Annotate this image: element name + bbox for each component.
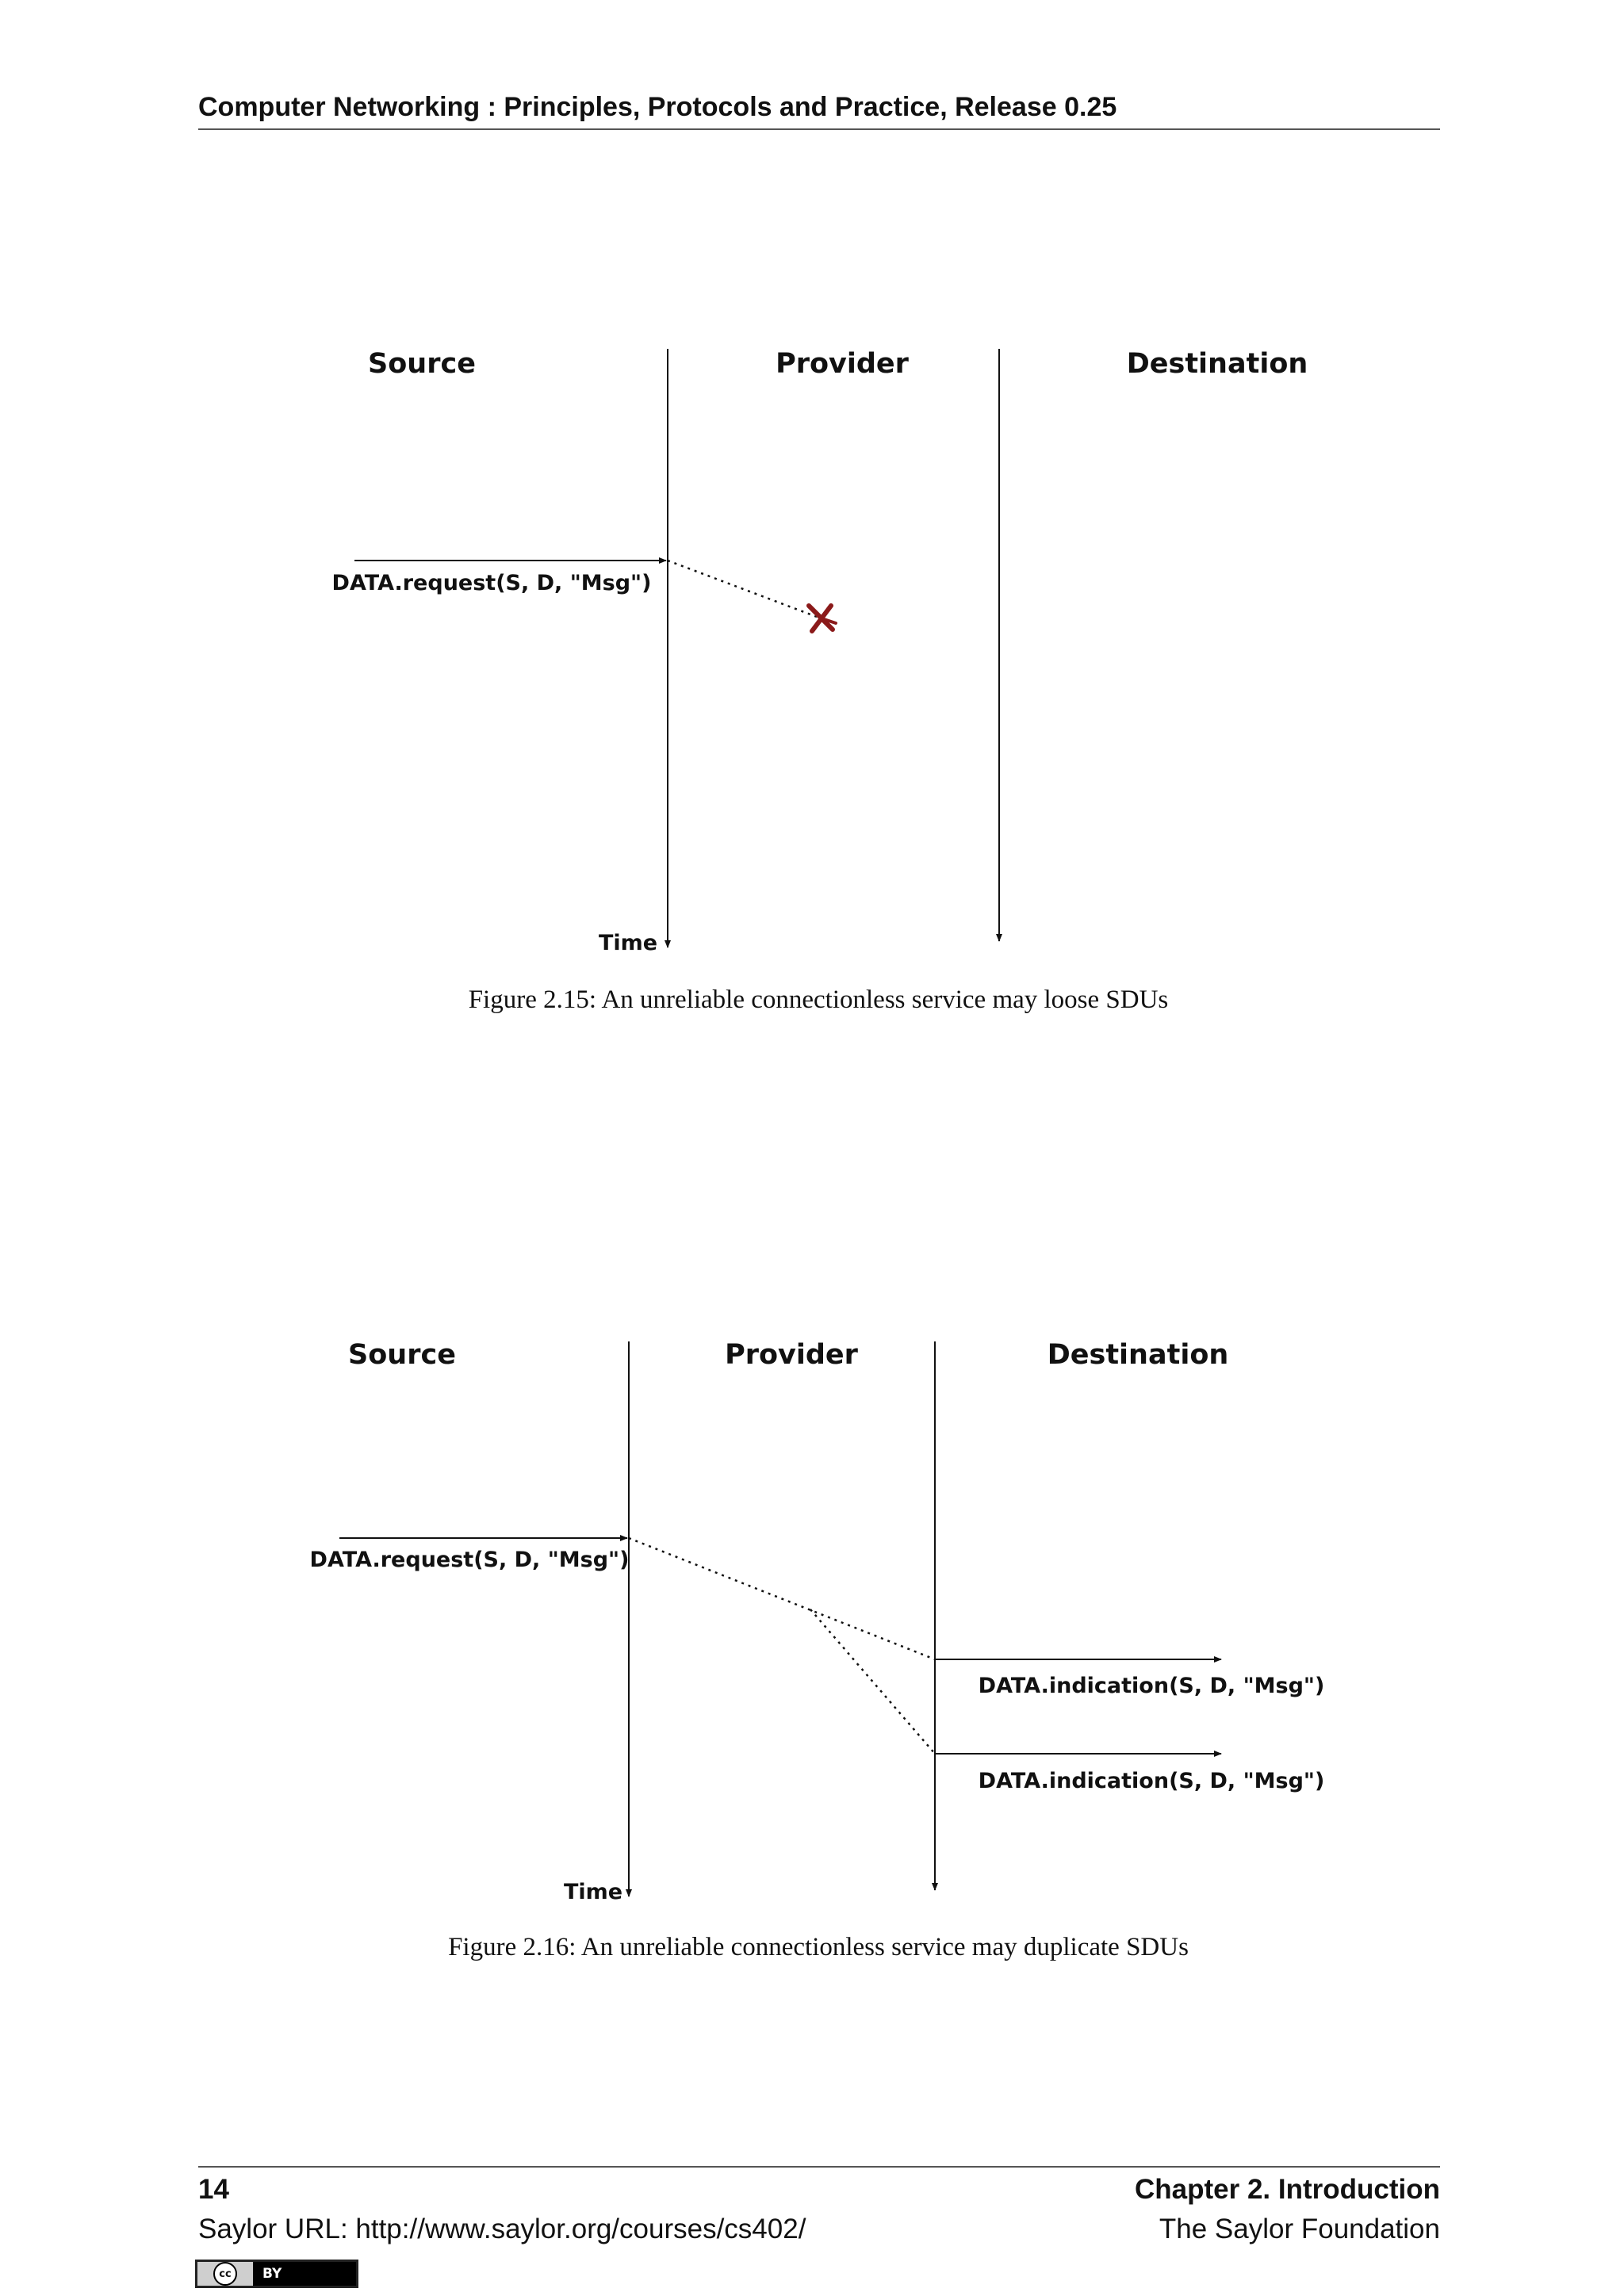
cc-text: cc xyxy=(213,2262,237,2286)
fig1-source-heading: Source xyxy=(368,348,476,380)
fig1-destination-heading: Destination xyxy=(1126,348,1308,380)
fig2-provider-heading: Provider xyxy=(725,1339,858,1371)
fig2-request-label: DATA.request(S, D, "Msg") xyxy=(309,1548,630,1572)
fig1-request-label: DATA.request(S, D, "Msg") xyxy=(331,571,652,595)
figure-2-16-caption: Figure 2.16: An unreliable connectionless service may duplicate SDUs xyxy=(448,1933,1189,1961)
saylor-foundation: The Saylor Foundation xyxy=(1159,2214,1440,2244)
page-number: 14 xyxy=(198,2174,229,2205)
fig2-destination-heading: Destination xyxy=(1047,1339,1229,1371)
fig2-time-label: Time xyxy=(563,1880,623,1904)
fig2-duplicate-path xyxy=(810,1609,935,1754)
cc-by-license-badge xyxy=(195,2260,358,2288)
fig1-time-label: Time xyxy=(598,931,658,955)
footer-rule xyxy=(198,2166,1440,2168)
fig2-delivery-path-1 xyxy=(629,1538,935,1659)
fig2-indication-label-1: DATA.indication(S, D, "Msg") xyxy=(978,1674,1325,1698)
figure-2-15-caption: Figure 2.15: An unreliable connectionless service may loose SDUs xyxy=(468,985,1169,1014)
cc-logo-icon xyxy=(197,2262,253,2286)
chapter-title: Chapter 2. Introduction xyxy=(1135,2174,1440,2205)
saylor-url: Saylor URL: http://www.saylor.org/courses/cs402/ xyxy=(198,2214,806,2244)
fig2-source-heading: Source xyxy=(348,1339,456,1371)
by-text: BY xyxy=(253,2262,356,2286)
fig1-provider-heading: Provider xyxy=(776,348,909,380)
fig2-indication-label-2: DATA.indication(S, D, "Msg") xyxy=(978,1769,1325,1793)
running-header: Computer Networking : Principles, Protocols and Practice, Release 0.25 xyxy=(198,92,1117,122)
